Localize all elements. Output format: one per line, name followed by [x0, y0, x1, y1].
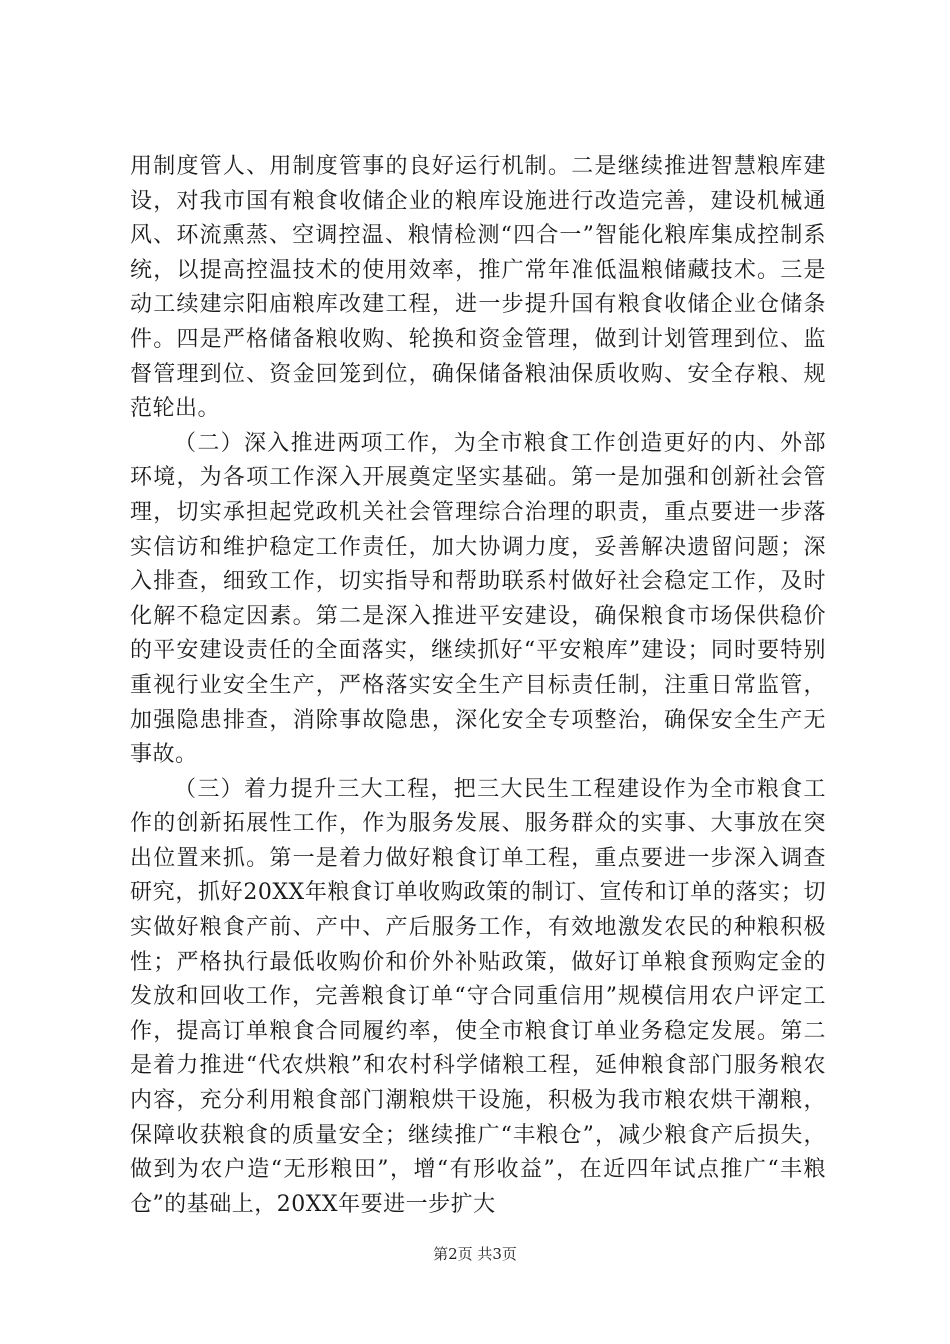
- paragraph-section-two: （二）深入推进两项工作，为全市粮食工作创造更好的内、外部环境，为各项工作深入开展奠定坚实基础。第一是加强和创新社会管理，切实承担起党政机关社会管理综合治理的职责，重点要进一步落实信访和维护稳定工作责任，加大协调力度，妥善解决遗留问题；深入排查，细致工作，切实指导和帮助联系村做好社会稳定工作，及时化解不稳定因素。第二是深入推进平安建设，确保粮食市场保供稳价的平安建设责任的全面落实，继续抓好“平安粮库”建设；同时要特别重视行业安全生产，严格落实安全生产目标责任制，注重日常监管，加强隐患排查，消除事故隐患，深化安全专项整治，确保安全生产无事故。: [130, 430, 826, 768]
- paragraph-section-three: （三）着力提升三大工程，把三大民生工程建设作为全市粮食工作的创新拓展性工作，作为服务发展、服务群众的实事、大事放在突出位置来抓。第一是着力做好粮食订单工程，重点要进一步深入调查研究，抓好20XX年粮食订单收购政策的制订、宣传和订单的落实；切实做好粮食产前、产中、产后服务工作，有效地激发农民的种粮积极性；严格执行最低收购价和价外补贴政策，做好订单粮食预购定金的发放和回收工作，完善粮食订单“守合同重信用”规模信用农户评定工作，提高订单粮食合同履约率，使全市粮食订单业务稳定发展。第二是着力推进“代农烘粮”和农村科学储粮工程，延伸粮食部门服务粮农内容，充分利用粮食部门潮粮烘干设施，积极为我市粮农烘干潮粮，保障收获粮食的质量安全；继续推广“丰粮仓”，减少粮食产后损失，做到为农户造“无形粮田”，增“有形收益”，在近四年试点推广“丰粮仓”的基础上，20XX年要进一步扩大: [130, 776, 826, 1217]
- paragraph-continued: 用制度管人、用制度管事的良好运行机制。二是继续推进智慧粮库建设，对我市国有粮食收储企业的粮库设施进行改造完善，建设机械通风、环流熏蒸、空调控温、粮情检测“四合一”智能化粮库集成控制系统，以提高控温技术的使用效率，推广常年准低温粮储藏技术。三是动工续建宗阳庙粮库改建工程，进一步提升国有粮食收储企业仓储条件。四是严格储备粮收购、轮换和资金管理，做到计划管理到位、监督管理到位、资金回笼到位，确保储备粮油保质收购、安全存粮、规范轮出。: [130, 154, 826, 422]
- page-footer: 第2页 共3页: [433, 1245, 517, 1263]
- document-body: [130, 150, 826, 1222]
